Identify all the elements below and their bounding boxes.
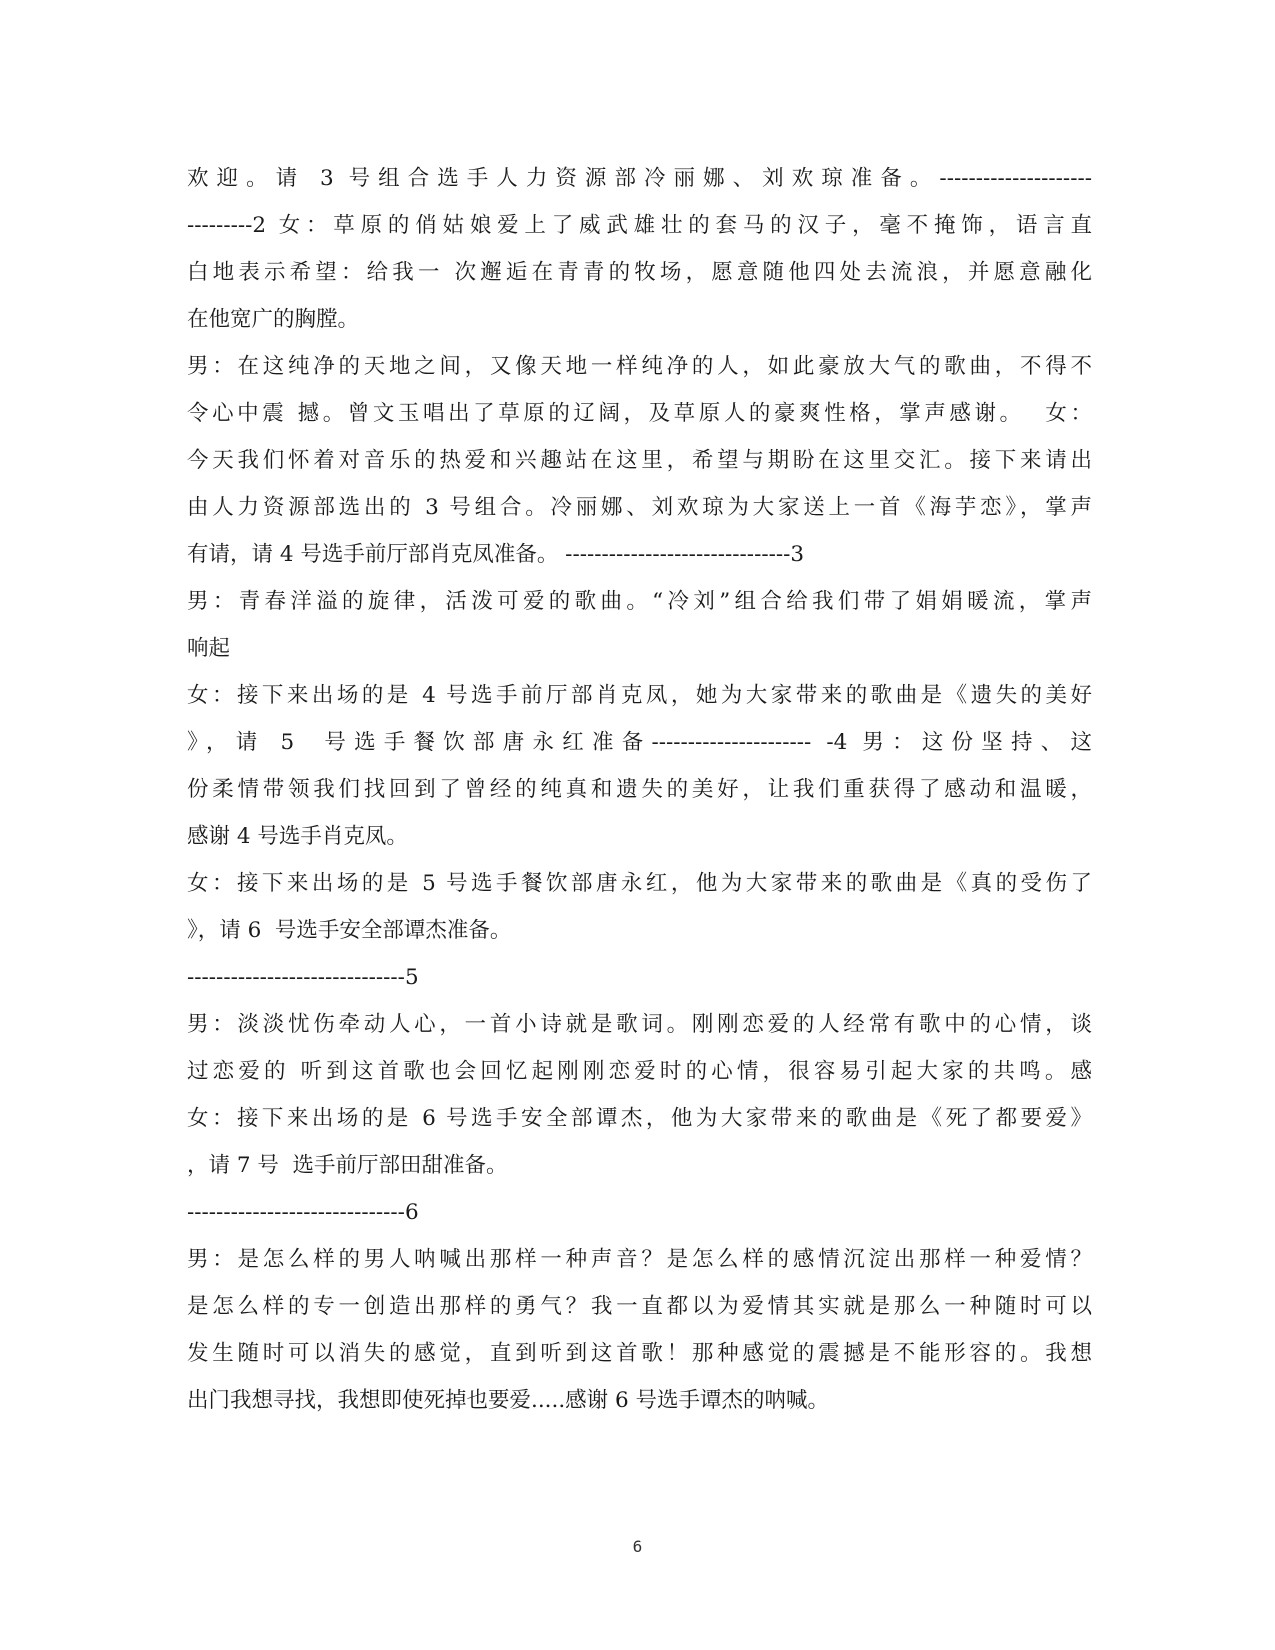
page-number: 6 [632,1537,643,1556]
text-line: 过恋爱的 听到这首歌也会回忆起刚刚恋爱时的心情，很容易引起大家的共鸣。感 [187,1059,1092,1084]
text-line: 》，请 6 号选手安全部谭杰准备。 [187,918,512,943]
text-line: 份柔情带领我们找回到了曾经的纯真和遗失的美好，让我们重获得了感动和温暖， [187,777,1092,802]
text-line: 女：接下来出场的是 4 号选手前厅部肖克凤，她为大家带来的歌曲是《遗失的美好 [187,683,1092,708]
text-line: 发生随时可以消失的感觉，直到听到这首歌！那种感觉的震撼是不能形容的。我想 [187,1341,1092,1366]
text-line: ---------2 女：草原的俏姑娘爱上了威武雄壮的套马的汉子，毫不掩饰，语言直 [187,213,1092,238]
text-line: 女：接下来出场的是 5 号选手餐饮部唐永红，他为大家带来的歌曲是《真的受伤了 [187,871,1092,896]
text-line: 由人力资源部选出的 3 号组合。冷丽娜、刘欢琼为大家送上一首《海芋恋》，掌声 [187,495,1092,520]
text-line: ，请 7 号 选手前厅部田甜准备。 [187,1153,508,1178]
text-line: 白地表示希望：给我一 次邂逅在青青的牧场，愿意随他四处去流浪，并愿意融化 [187,260,1092,285]
text-line: 令心中震 撼。曾文玉唱出了草原的辽阔，及草原人的豪爽性格，掌声感谢。 女： [187,401,1092,426]
text-line: 感谢 4 号选手肖克凤。 [187,824,408,849]
separator-line: ------------------------------6 [187,1200,419,1225]
document-body [187,155,1092,1424]
text-line: 今天我们怀着对音乐的热爱和兴趣站在这里，希望与期盼在这里交汇。接下来请出 [187,448,1092,473]
text-line: 有请，请 4 号选手前厅部肖克凤准备。 -------------------------------3 [187,542,805,567]
text-line: 男：青春洋溢的旋律，活泼可爱的歌曲。“冷刘”组合给我们带了娟娟暖流，掌声 [187,589,1092,614]
text-line: 》，请 5 号选手餐饮部唐永红准备---------------------- -4 男：这份坚持、这 [187,730,1092,755]
text-line: 在他宽广的胸膛。 [187,307,360,332]
text-line: 响起 [187,636,231,661]
text-line: 欢迎。请 3 号组合选手人力资源部冷丽娜、刘欢琼准备。--------------------- [187,166,1092,191]
text-line: 男：是怎么样的男人呐喊出那样一种声音？是怎么样的感情沉淀出那样一种爱情？ [187,1247,1092,1272]
text-line: 出门我想寻找，我想即使死掉也要爱.....感谢 6 号选手谭杰的呐喊。 [187,1388,830,1413]
separator-line: ------------------------------5 [187,965,419,990]
text-line: 女：接下来出场的是 6 号选手安全部谭杰，他为大家带来的歌曲是《死了都要爱》 [187,1106,1092,1131]
text-line: 男：淡淡忧伤牵动人心，一首小诗就是歌词。刚刚恋爱的人经常有歌中的心情，谈 [187,1012,1092,1037]
text-line: 男：在这纯净的天地之间，又像天地一样纯净的人，如此豪放大气的歌曲，不得不 [187,354,1092,379]
text-line: 是怎么样的专一创造出那样的勇气？我一直都以为爱情其实就是那么一种随时可以 [187,1294,1092,1319]
